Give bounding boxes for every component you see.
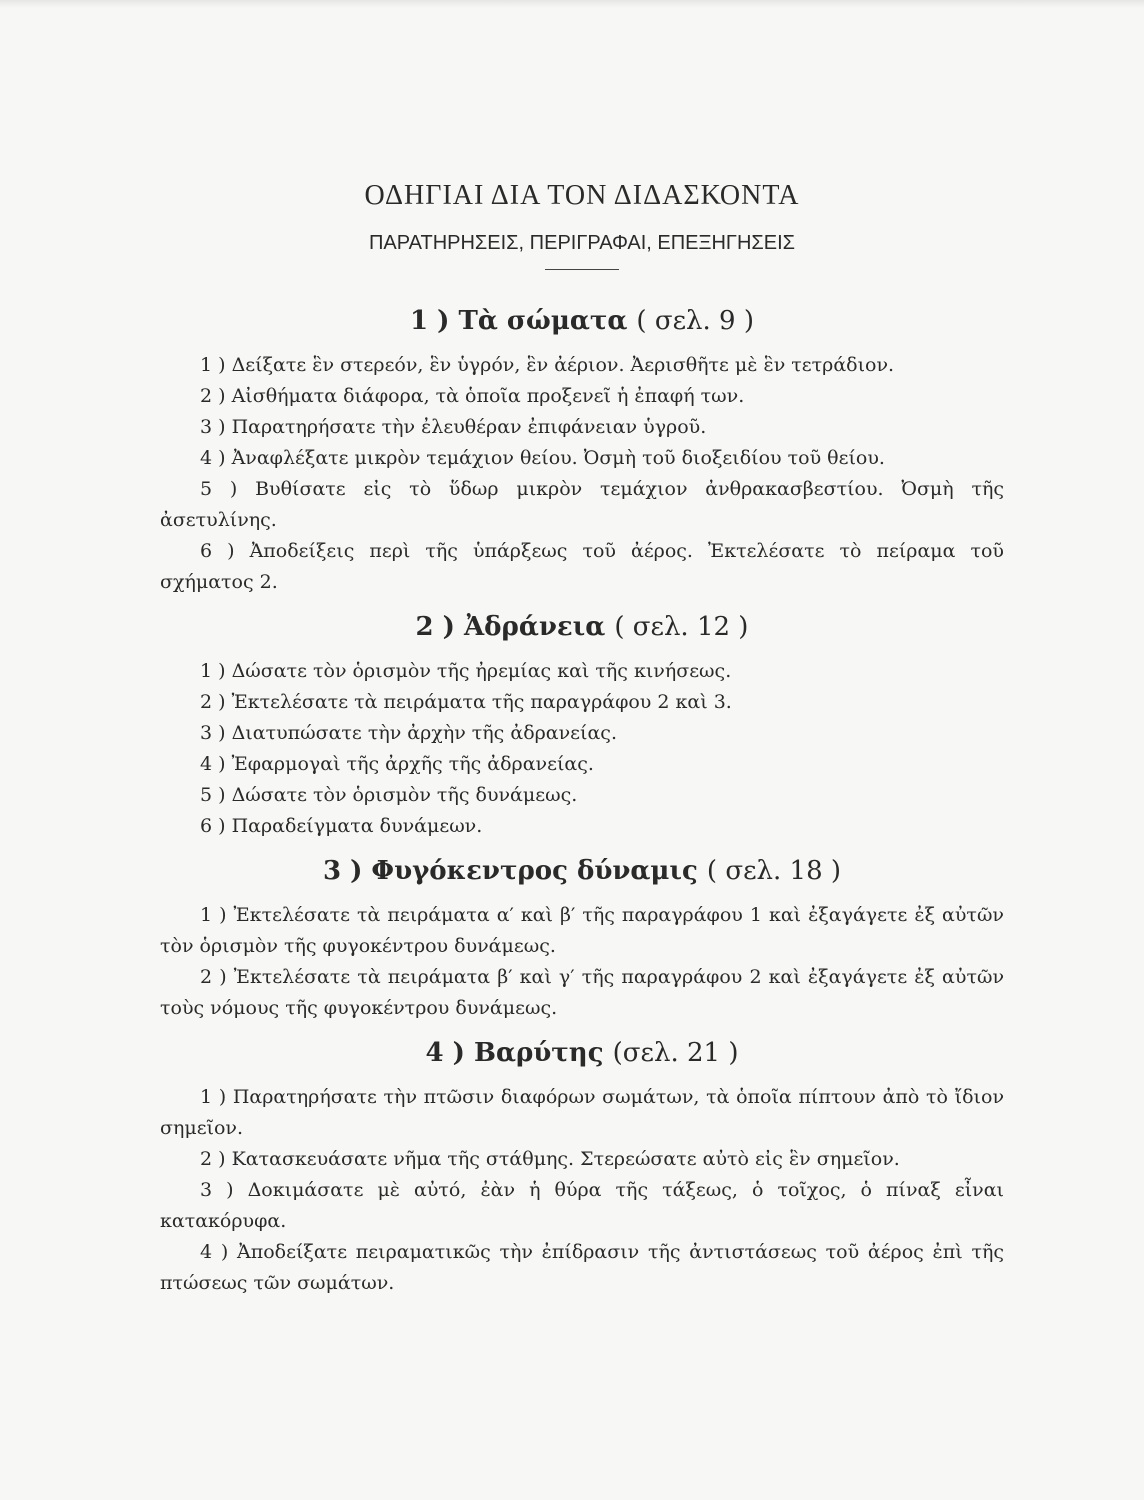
list-item: 2 ) Αἰσθήματα διάφορα, τὰ ὁποῖα προξενεῖ ἡ ἐπαφή των.	[200, 385, 745, 407]
list-item: 3 ) Παρατηρήσατε τὴν ἐλευθέραν ἐπιφάνειαν ὑγροῦ.	[200, 416, 707, 438]
section-heading	[160, 1038, 1004, 1068]
section-title: 4 ) Βαρύτης	[425, 1038, 604, 1068]
list-item: 3 ) Δοκιμάσατε μὲ αὐτό, ἐὰν ἡ θύρα τῆς τάξεως, ὁ τοῖχος, ὁ πίναξ εἶναι κατακόρυφα.	[160, 1179, 1004, 1232]
list-item: 2 ) Κατασκευάσατε νῆμα τῆς στάθμης. Στερεώσατε αὐτὸ εἰς ἓν σημεῖον.	[200, 1148, 900, 1170]
section-inertia	[160, 612, 1004, 842]
section-centrifugal-force	[160, 856, 1004, 1024]
document-title: ΟΔΗΓΙΑΙ ΔΙΑ ΤΟΝ ΔΙΔΑΣΚΟΝΤΑ	[364, 180, 800, 211]
document-content	[160, 180, 1004, 1313]
list-item: 1 ) Παρατηρήσατε τὴν πτῶσιν διαφόρων σωμάτων, τὰ ὁποῖα πίπτουν ἀπὸ τὸ ἴδιον σημεῖον.	[160, 1086, 1004, 1139]
section-gravity	[160, 1038, 1004, 1299]
list-item: 2 ) Ἐκτελέσατε τὰ πειράματα τῆς παραγράφου 2 καὶ 3.	[200, 691, 732, 713]
title-divider	[545, 269, 619, 270]
section-heading	[160, 306, 1004, 336]
page-reference: ( σελ. 12 )	[614, 612, 749, 642]
section-title: 2 ) Ἀδράνεια	[415, 612, 606, 642]
section-title: 3 ) Φυγόκεντρος δύναμις	[322, 856, 698, 886]
list-item: 3 ) Διατυπώσατε τὴν ἀρχὴν τῆς ἀδρανείας.	[200, 722, 617, 744]
list-item: 6 ) Ἀποδείξεις περὶ τῆς ὑπάρξεως τοῦ ἀέρος. Ἐκτελέσατε τὸ πείραμα τοῦ σχήματος 2.	[160, 540, 1004, 593]
list-item: 1 ) Ἐκτελέσατε τὰ πειράματα α′ καὶ β′ τῆς παραγράφου 1 καὶ ἐξαγάγετε ἐξ αὐτῶν τὸν ὁρισμὸν τῆς φυγοκέντρου δυνάμεως.	[160, 904, 1004, 957]
list-item: 4 ) Ἀναφλέξατε μικρὸν τεμάχιον θείου. Ὀσμὴ τοῦ διοξειδίου τοῦ θείου.	[200, 447, 885, 469]
page-reference: (σελ. 21 )	[612, 1038, 739, 1068]
page-top-edge	[0, 0, 1144, 8]
list-item: 5 ) Δώσατε τὸν ὁρισμὸν τῆς δυνάμεως.	[200, 784, 578, 806]
section-title: 1 ) Τὰ σώματα	[409, 306, 628, 336]
list-item: 6 ) Παραδείγματα δυνάμεων.	[200, 815, 483, 837]
page-reference: ( σελ. 9 )	[636, 306, 755, 336]
section-bodies	[160, 306, 1004, 598]
document-subtitle: ΠΑΡΑΤΗΡΗΣΕΙΣ, ΠΕΡΙΓΡΑΦΑΙ, ΕΠΕΞΗΓΗΣΕΙΣ	[368, 232, 796, 254]
list-item: 1 ) Δώσατε τὸν ὁρισμὸν τῆς ἠρεμίας καὶ τῆς κινήσεως.	[200, 660, 732, 682]
list-item: 4 ) Ἀποδείξατε πειραματικῶς τὴν ἐπίδρασιν τῆς ἀντιστάσεως τοῦ ἀέρος ἐπὶ τῆς πτώσεως τῶν σωμάτων.	[160, 1241, 1004, 1294]
list-item: 1 ) Δείξατε ἓν στερεόν, ἓν ὑγρόν, ἓν ἀέριον. Ἀερισθῆτε μὲ ἓν τετράδιον.	[200, 354, 895, 376]
section-heading	[160, 612, 1004, 642]
section-heading	[160, 856, 1004, 886]
list-item: 5 ) Βυθίσατε εἰς τὸ ὕδωρ μικρὸν τεμάχιον ἀνθρακασβεστίου. Ὀσμὴ τῆς ἀσετυλίνης.	[160, 478, 1004, 531]
list-item: 2 ) Ἐκτελέσατε τὰ πειράματα β′ καὶ γ′ τῆς παραγράφου 2 καὶ ἐξαγάγετε ἐξ αὐτῶν τοὺς νόμους τῆς φυγοκέντρου δυνάμεως.	[160, 966, 1004, 1019]
list-item: 4 ) Ἐφαρμογαὶ τῆς ἀρχῆς τῆς ἀδρανείας.	[200, 753, 594, 775]
page-reference: ( σελ. 18 )	[706, 856, 842, 886]
